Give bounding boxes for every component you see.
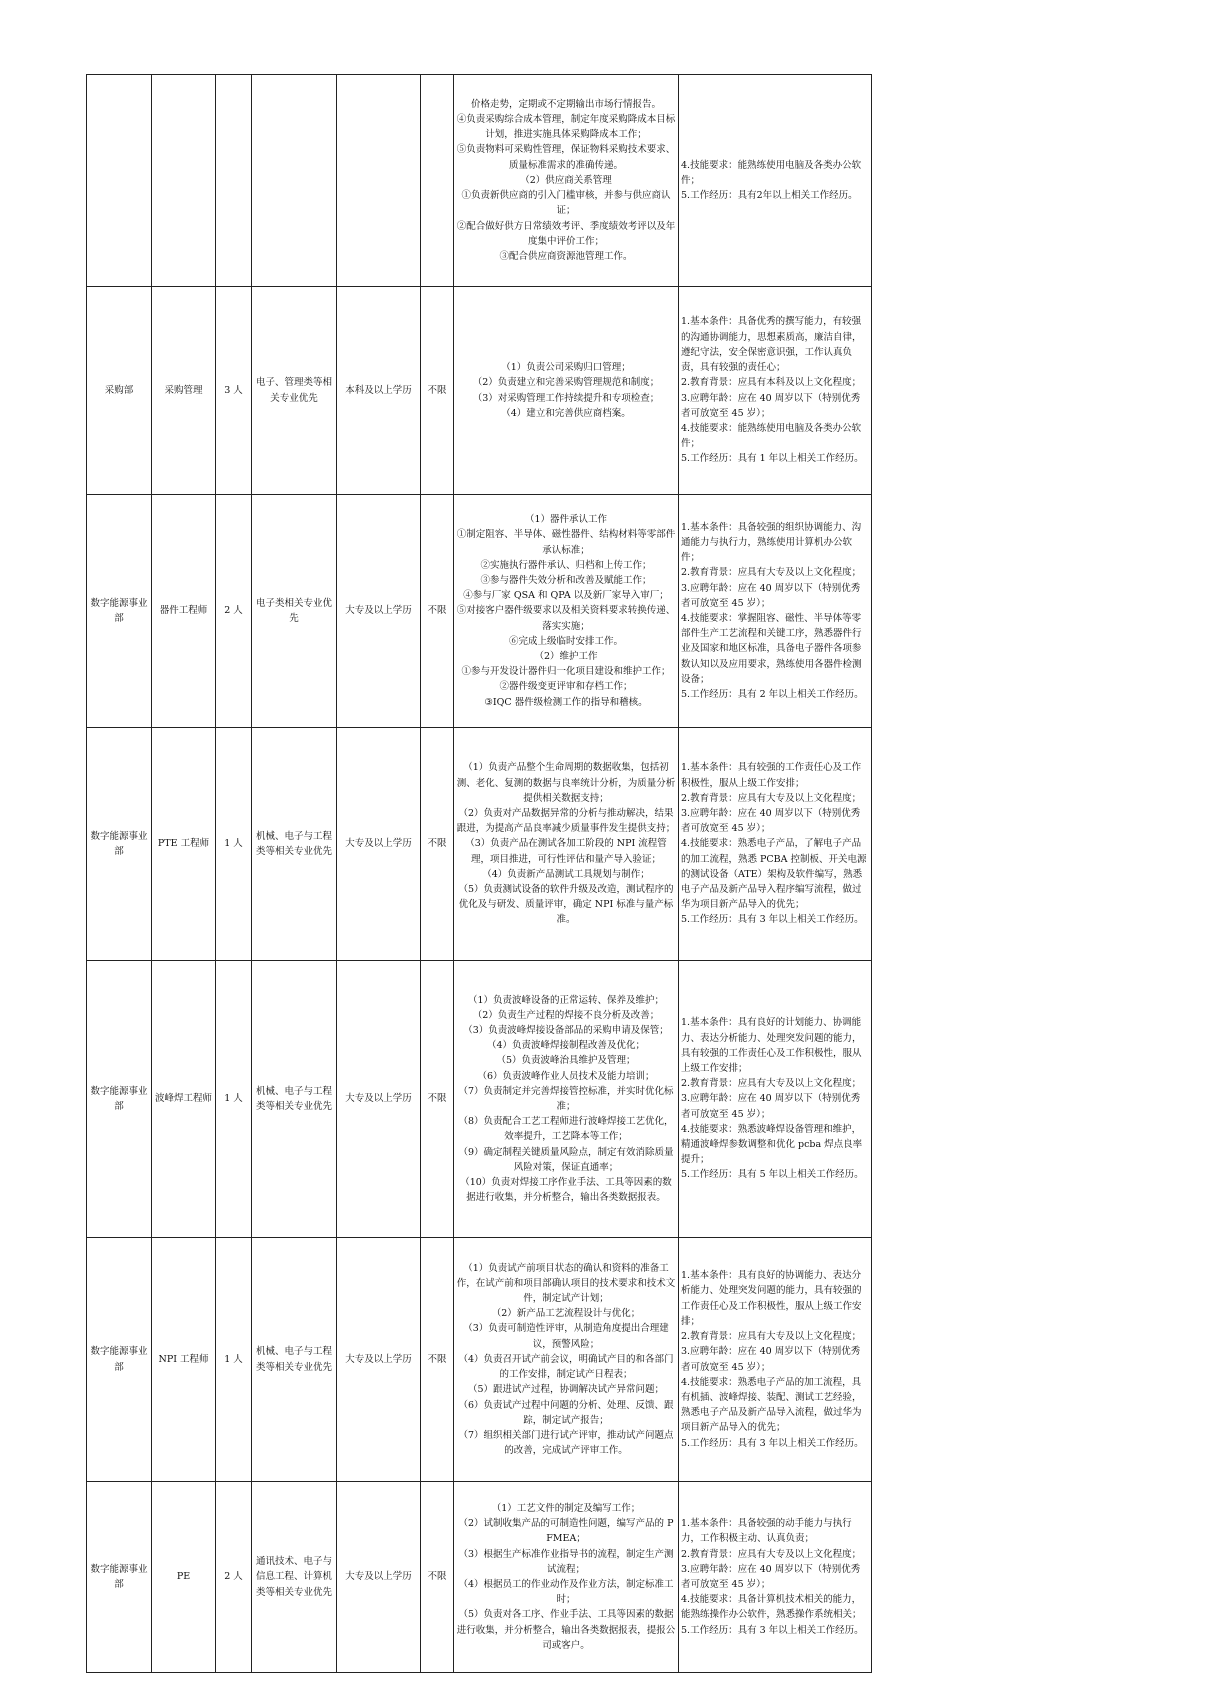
requirement-line: 4.技能要求：能熟练使用电脑及各类办公软件； xyxy=(681,422,862,450)
age-cell: 不限 xyxy=(421,287,454,495)
requirements-cell xyxy=(679,1238,872,1482)
department-cell: 数字能源事业部 xyxy=(87,1238,152,1482)
duties-cell xyxy=(454,1238,679,1482)
major-cell: 机械、电子与工程类等相关专业优先 xyxy=(252,961,337,1238)
requirement-line: 5.工作经历：具有 1 年以上相关工作经历。 xyxy=(681,453,864,465)
requirement-line: 4.技能要求：掌握阻容、磁性、半导体等零部件生产工艺流程和关键工序，熟悉器件行业及国家和地区标准，具备电子器件各项参数认知以及应用要求，熟练使用各器件检测设备； xyxy=(681,613,862,685)
duty-line: （7）负责制定并完善焊接管控标准，并实时优化标准； xyxy=(458,1085,674,1112)
age-cell: 不限 xyxy=(421,728,454,961)
requirement-line: 3.应聘年龄：应在 40 周岁以下（特别优秀者可放宽至 45 岁）； xyxy=(681,392,861,419)
duty-line: （1）负责波峰设备的正常运转、保养及维护； xyxy=(467,994,665,1006)
duty-line: （5）负责波峰治具维护及管理； xyxy=(496,1055,636,1067)
duty-line: （3）负责可制造性评审，从制造角度提出合理建议，预警风险； xyxy=(463,1323,669,1350)
duty-line: （1）负责公司采购归口管理； xyxy=(501,362,631,374)
major-cell xyxy=(252,75,337,287)
duty-line: （2）维护工作 xyxy=(534,651,598,662)
duty-line: （2）供应商关系管理 xyxy=(520,174,612,186)
education-cell: 大专及以上学历 xyxy=(337,495,421,728)
duty-line: （8）负责配合工艺工程师进行波峰焊接工艺优化，效率提升，工艺降本等工作； xyxy=(458,1116,674,1143)
duty-line: ③参与器件失效分析和改善及赋能工作； xyxy=(480,574,652,586)
duty-line: （4）根据员工的作业动作及作业方法，制定标准工时； xyxy=(458,1579,674,1606)
requirement-line: 3.应聘年龄：应在 40 周岁以下（特别优秀者可放宽至 45 岁）； xyxy=(681,807,861,835)
education-cell: 大专及以上学历 xyxy=(337,1482,421,1673)
education-cell: 大专及以上学历 xyxy=(337,961,421,1238)
requirement-line: 3.应聘年龄：应在 40 周岁以下（特别优秀者可放宽至 45 岁）； xyxy=(681,1563,861,1590)
duty-line: （2）试制收集产品的可制造性问题，编写产品的 PFMEA； xyxy=(458,1518,674,1545)
duty-line: （5）跟进试产过程，协调解决试产异常问题； xyxy=(467,1384,665,1396)
duty-line: （2）负责建立和完善采购管理规范和制度； xyxy=(472,377,660,389)
education-cell xyxy=(337,75,421,287)
duties-cell xyxy=(454,495,679,728)
duty-line: ⑥完成上级临时安排工作。 xyxy=(508,635,623,647)
duty-line: （6）负责波峰作业人员技术及能力培训； xyxy=(477,1070,655,1082)
duties-cell xyxy=(454,1482,679,1673)
department-cell: 数字能源事业部 xyxy=(87,728,152,961)
duty-line: （4）负责召开试产前会议，明确试产目的和各部门的工作安排，制定试产日程表； xyxy=(458,1353,674,1381)
duty-line: （2）负责生产过程的焊接不良分析及改善； xyxy=(472,1009,660,1021)
duty-line: （6）负责试产过程中问题的分析、处理、反馈、跟踪，制定试产报告； xyxy=(458,1399,674,1426)
requirement-line: 5.工作经历：具有 3 年以上相关工作经历。 xyxy=(681,1437,864,1449)
duty-line: （3）负责产品在测试各加工阶段的 NPI 流程管理，项目推进，可行性评估和量产导入验证； xyxy=(465,838,667,865)
headcount-cell: 2 人 xyxy=(216,1482,252,1673)
requirement-line: 2.教育背景：应具有大专及以上文化程度； xyxy=(681,1331,862,1343)
duty-line: （3）根据生产标准作业指导书的流程，制定生产测试流程； xyxy=(458,1548,674,1575)
table-row xyxy=(87,495,872,728)
position-cell: PTE 工程师 xyxy=(152,728,216,961)
position-cell: 采购管理 xyxy=(152,287,216,495)
requirement-line: 5.工作经历：具有 2 年以上相关工作经历。 xyxy=(681,689,864,701)
requirement-line: 3.应聘年龄：应在 40 周岁以下（特别优秀者可放宽至 45 岁）； xyxy=(681,1346,861,1373)
headcount-cell xyxy=(216,75,252,287)
major-cell: 机械、电子与工程类等相关专业优先 xyxy=(252,1238,337,1482)
duty-line: ⑤负责物料可采购性管理，保证物料采购技术要求、质量标准需求的准确传递。 xyxy=(456,144,676,171)
requirements-cell xyxy=(679,961,872,1238)
age-cell xyxy=(421,75,454,287)
major-cell: 机械、电子与工程类等相关专业优先 xyxy=(252,728,337,961)
education-cell: 大专及以上学历 xyxy=(337,728,421,961)
duty-line: ②器件级变更评审和存档工作； xyxy=(499,681,633,693)
duty-line: （2）负责对产品数据异常的分析与推动解决，结果跟进，为提高产品良率减少质量事件发生提供支持； xyxy=(456,807,676,835)
duties-cell xyxy=(454,75,679,287)
requirements-cell xyxy=(679,287,872,495)
duty-line: （2）新产品工艺流程设计与优化； xyxy=(491,1308,641,1320)
duty-line: （5）负责测试设备的软件升级及改造，测试程序的优化及与研发、质量评审，确定 NPI 标准与量产标准。 xyxy=(458,884,674,926)
requirement-line: 4.技能要求：能熟练使用电脑及各类办公软件； xyxy=(681,159,862,186)
headcount-cell: 2 人 xyxy=(216,495,252,728)
requirement-line: 3.应聘年龄：应在 40 周岁以下（特别优秀者可放宽至 45 岁）； xyxy=(681,582,861,609)
duty-line: ②配合做好供方日常绩效考评、季度绩效考评以及年度集中评价工作； xyxy=(456,220,676,247)
requirement-line: 2.教育背景：应具有本科及以上文化程度； xyxy=(681,377,862,389)
position-cell: NPI 工程师 xyxy=(152,1238,216,1482)
duty-line: （4）建立和完善供应商档案。 xyxy=(501,407,631,419)
requirement-line: 2.教育背景：应具有大专及以上文化程度； xyxy=(681,1548,862,1560)
department-cell xyxy=(87,75,152,287)
requirement-line: 5.工作经历：具有 5 年以上相关工作经历。 xyxy=(681,1169,864,1181)
requirement-line: 4.技能要求：熟悉波峰焊设备管理和维护，精通波峰焊参数调整和优化 pcba 焊点良率提升； xyxy=(681,1123,863,1166)
requirement-line: 4.技能要求：具备计算机技术相关的能力，能熟练操作办公软件，熟悉操作系统相关； xyxy=(681,1594,862,1621)
headcount-cell: 1 人 xyxy=(216,1238,252,1482)
age-cell: 不限 xyxy=(421,1238,454,1482)
duty-line: ①参与开发设计器件归一化项目建设和维护工作； xyxy=(461,666,671,678)
age-cell: 不限 xyxy=(421,961,454,1238)
major-cell: 电子、管理类等相关专业优先 xyxy=(252,287,337,495)
requirement-line: 3.应聘年龄：应在 40 周岁以下（特别优秀者可放宽至 45 岁）； xyxy=(681,1093,861,1120)
duty-line: ④负责采购综合成本管理，制定年度采购降成本目标计划，推进实施具体采购降成本工作； xyxy=(456,114,676,141)
table-row xyxy=(87,75,872,287)
table-row xyxy=(87,1238,872,1482)
headcount-cell: 1 人 xyxy=(216,728,252,961)
duty-line: ③IQC 器件级检测工作的指导和稽核。 xyxy=(484,696,648,708)
requirement-line: 5.工作经历：具有 3 年以上相关工作经历。 xyxy=(681,1624,864,1636)
duty-line: ②实施执行器件承认、归档和上传工作； xyxy=(480,559,652,571)
duty-line: （1）负责产品整个生命周期的数据收集，包括初测、老化、复测的数据与良率统计分析，为质量分析提供相关数据支持； xyxy=(456,762,676,804)
department-cell: 数字能源事业部 xyxy=(87,495,152,728)
duty-line: ④参与厂家 QSA 和 QPA 以及新厂家导入审厂； xyxy=(463,590,669,602)
table-body xyxy=(87,75,872,1673)
position-cell: PE xyxy=(152,1482,216,1673)
requirement-line: 5.工作经历：具有 3 年以上相关工作经历。 xyxy=(681,914,864,926)
duty-line: （5）负责对各工序、作业手法、工具等因素的数据进行收集，并分析整合，输出各类数据报表，提报公司或客户。 xyxy=(456,1609,676,1651)
duty-line: （1）负责试产前项目状态的确认和资料的准备工作，在试产前和项目部确认项目的技术要求和技术文件，制定试产计划； xyxy=(456,1262,676,1305)
requirements-cell xyxy=(679,728,872,961)
position-cell: 器件工程师 xyxy=(152,495,216,728)
duty-line: （1）工艺文件的制定及编写工作； xyxy=(491,1502,641,1514)
duty-line: （3）对采购管理工作持续提升和专项检查； xyxy=(472,392,660,404)
headcount-cell: 3 人 xyxy=(216,287,252,495)
major-cell: 电子类相关专业优先 xyxy=(252,495,337,728)
age-cell: 不限 xyxy=(421,1482,454,1673)
department-cell: 采购部 xyxy=(87,287,152,495)
duty-line: 价格走势，定期或不定期输出市场行情报告。 xyxy=(470,98,661,110)
requirement-line: 1.基本条件：具备较强的动手能力与执行力，工作积极主动、认真负责； xyxy=(681,1518,852,1545)
duty-line: （4）负责新产品测试工具规划与制作； xyxy=(482,868,650,880)
requirement-line: 2.教育背景：应具有大专及以上文化程度； xyxy=(681,792,862,804)
requirement-line: 2.教育背景：应具有大专及以上文化程度； xyxy=(681,567,862,579)
requirement-line: 1.基本条件：具备优秀的撰写能力，有较强的沟通协调能力，思想素质高，廉洁自律，遵纪守法，安全保密意识强，工作认真负责，具有较强的责任心； xyxy=(681,316,862,374)
duty-line: （10）负责对焊接工序作业手法、工具等因素的数据进行收集，并分析整合，输出各类数据报表。 xyxy=(460,1177,672,1204)
department-cell: 数字能源事业部 xyxy=(87,961,152,1238)
table-row xyxy=(87,287,872,495)
duty-line: （4）负责波峰焊接制程改善及优化； xyxy=(486,1040,646,1052)
major-cell: 通讯技术、电子与信息工程、计算机类等相关专业优先 xyxy=(252,1482,337,1673)
duty-line: （3）负责波峰焊接设备部品的采购申请及保管； xyxy=(463,1024,669,1036)
education-cell: 大专及以上学历 xyxy=(337,1238,421,1482)
duty-line: （9）确定制程关键质量风险点，制定有效消除质量风险对策，保证直通率； xyxy=(458,1146,674,1173)
requirement-line: 1.基本条件：具备较强的组织协调能力、沟通能力与执行力，熟练使用计算机办公软件； xyxy=(681,521,862,564)
requirements-cell xyxy=(679,1482,872,1673)
duty-line: ⑤对接客户器件级要求以及相关资料要求转换传递、落实实施； xyxy=(456,605,676,632)
duty-line: ①制定阻容、半导体、磁性器件、结构材料等零部件承认标准； xyxy=(456,529,676,556)
duties-cell xyxy=(454,961,679,1238)
duty-line: ①负责新供应商的引入门槛审核，并参与供应商认证； xyxy=(461,190,671,217)
duties-cell xyxy=(454,287,679,495)
requirement-line: 2.教育背景：应具有大专及以上文化程度； xyxy=(681,1078,862,1090)
requirement-line: 5.工作经历：具有2年以上相关工作经历。 xyxy=(681,190,858,202)
headcount-cell: 1 人 xyxy=(216,961,252,1238)
position-cell: 波峰焊工程师 xyxy=(152,961,216,1238)
duty-line: （7）组织相关部门进行试产评审，推动试产问题点的改善，完成试产评审工作。 xyxy=(458,1429,674,1457)
table-row xyxy=(87,1482,872,1673)
requirement-line: 4.技能要求：熟悉电子产品，了解电子产品的加工流程，熟悉 PCBA 控制板、开关电源的测试设备（ATE）架构及软件编写，熟悉电子产品及新产品导入程序编写流程，做过华为项目新产品导入的优先； xyxy=(681,838,867,911)
recruitment-table xyxy=(86,74,872,1673)
duties-cell xyxy=(454,728,679,961)
education-cell: 本科及以上学历 xyxy=(337,287,421,495)
requirement-line: 1.基本条件：具有较强的工作责任心及工作积极性，服从上级工作安排； xyxy=(681,762,862,789)
age-cell: 不限 xyxy=(421,495,454,728)
requirements-cell xyxy=(679,495,872,728)
table-row xyxy=(87,728,872,961)
requirement-line: 1.基本条件：具有良好的协调能力、表达分析能力、处理突发问题的能力，具有较强的工作责任心及工作积极性，服从上级工作安排； xyxy=(681,1270,862,1327)
table-row xyxy=(87,961,872,1238)
requirement-line: 4.技能要求：熟悉电子产品的加工流程，具有机插、波峰焊接、装配、测试工艺经验，熟悉电子产品及新产品导入流程，做过华为项目新产品导入的优先； xyxy=(681,1376,862,1434)
department-cell: 数字能源事业部 xyxy=(87,1482,152,1673)
requirement-line: 1.基本条件：具有良好的计划能力、协调能力、表达分析能力、处理突发问题的能力，具有较强的工作责任心及工作积极性，服从上级工作安排； xyxy=(681,1017,862,1074)
position-cell xyxy=(152,75,216,287)
duty-line: （1）器件承认工作 xyxy=(524,514,608,526)
duty-line: ③配合供应商资源池管理工作。 xyxy=(499,250,633,262)
requirements-cell xyxy=(679,75,872,287)
